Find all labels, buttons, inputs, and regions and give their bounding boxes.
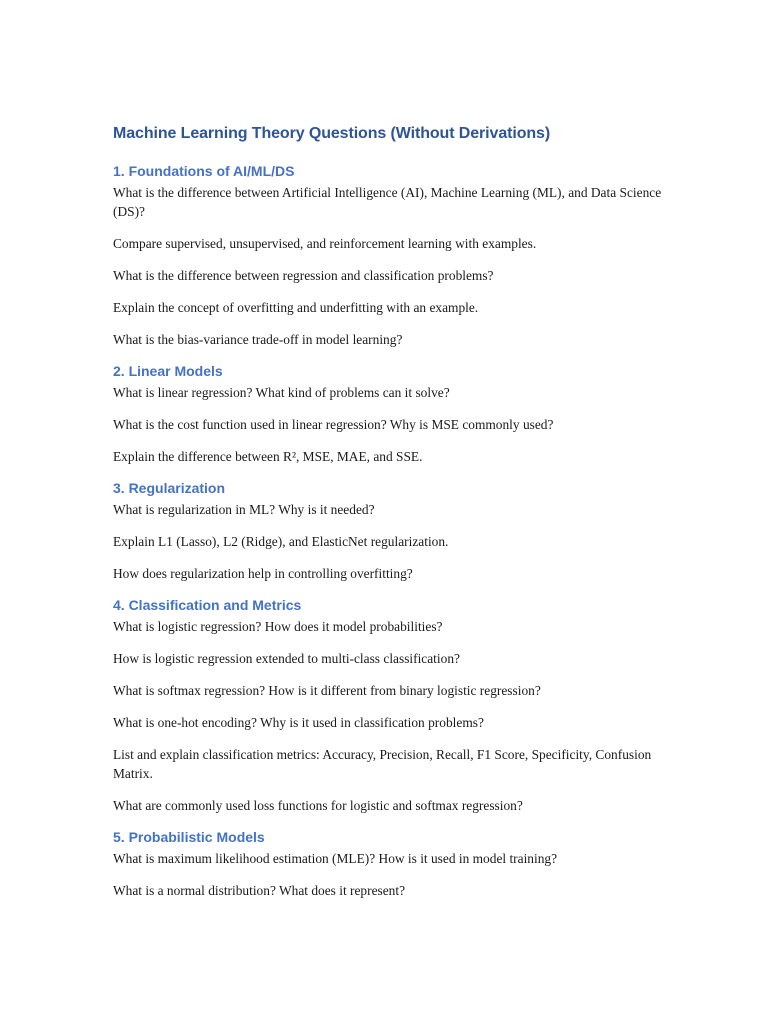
document-title: Machine Learning Theory Questions (Without Derivations) <box>113 125 551 142</box>
section-classification-metrics <box>113 596 673 815</box>
section-linear-models <box>113 362 673 466</box>
question-item: What is the bias-variance trade-off in model learning? <box>113 332 403 347</box>
question-item: What is one-hot encoding? Why is it used in classification problems? <box>113 715 484 730</box>
section-heading: 2. Linear Models <box>113 363 223 379</box>
question-item: What is logistic regression? How does it model probabilities? <box>113 619 443 634</box>
section-regularization <box>113 479 673 583</box>
question-item: What is regularization in ML? Why is it needed? <box>113 502 375 517</box>
question-item: What is the difference between regression and classification problems? <box>113 268 494 283</box>
question-item: What are commonly used loss functions for logistic and softmax regression? <box>113 798 523 813</box>
question-item: How is logistic regression extended to multi-class classification? <box>113 651 460 666</box>
section-heading: 1. Foundations of AI/ML/DS <box>113 163 295 179</box>
question-item: What is maximum likelihood estimation (MLE)? How is it used in model training? <box>113 851 558 866</box>
question-item: What is linear regression? What kind of problems can it solve? <box>113 385 450 400</box>
question-item: Explain the concept of overfitting and underfitting with an example. <box>113 300 479 315</box>
question-item: List and explain classification metrics: Accuracy, Precision, Recall, F1 Score, Specificity, Confusion Matrix. <box>113 747 652 781</box>
section-heading: 3. Regularization <box>113 480 226 496</box>
section-heading: 5. Probabilistic Models <box>113 829 265 845</box>
section-heading: 4. Classification and Metrics <box>113 597 302 613</box>
question-item: Explain the difference between R², MSE, MAE, and SSE. <box>113 449 423 464</box>
document-page <box>113 124 673 913</box>
question-item: Compare supervised, unsupervised, and reinforcement learning with examples. <box>113 236 537 251</box>
question-item: What is the cost function used in linear regression? Why is MSE commonly used? <box>113 417 554 432</box>
question-item: How does regularization help in controlling overfitting? <box>113 566 413 581</box>
question-item: What is softmax regression? How is it different from binary logistic regression? <box>113 683 541 698</box>
section-probabilistic-models <box>113 828 673 900</box>
question-item: Explain L1 (Lasso), L2 (Ridge), and ElasticNet regularization. <box>113 534 449 549</box>
section-foundations <box>113 162 673 349</box>
question-item: What is the difference between Artificial Intelligence (AI), Machine Learning (ML), and Data Science (DS)? <box>113 185 662 219</box>
question-item: What is a normal distribution? What does it represent? <box>113 883 406 898</box>
